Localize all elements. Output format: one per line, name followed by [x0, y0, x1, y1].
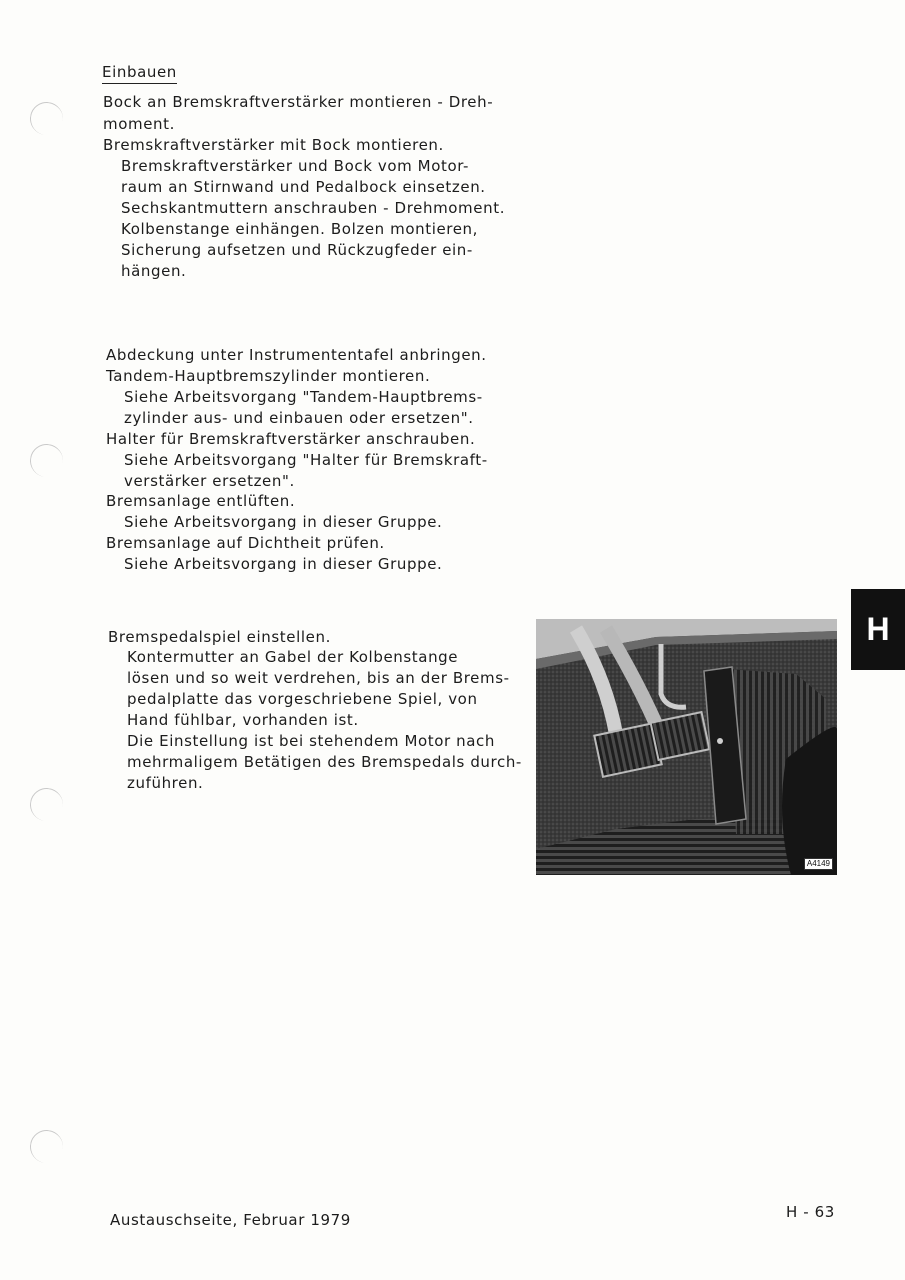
punch-hole-mark — [28, 786, 65, 823]
text-line: Halter für Bremskraftverstärker anschrauben. — [106, 430, 476, 448]
text-line: Siehe Arbeitsvorgang "Halter für Bremskraft- — [124, 451, 488, 469]
text-line: Abdeckung unter Instrumententafel anbringen. — [106, 346, 487, 364]
text-line: Bremsanlage entlüften. — [106, 492, 296, 510]
text-line: Bremskraftverstärker und Bock vom Motor- — [121, 157, 470, 175]
text-line: Die Einstellung ist bei stehendem Motor nach — [127, 732, 496, 750]
section-heading-einbauen: Einbauen — [102, 62, 177, 84]
section-tab: H — [851, 589, 905, 670]
text-line: Bock an Bremskraftverstärker montieren - Dreh- — [103, 93, 494, 111]
text-line: Siehe Arbeitsvorgang "Tandem-Hauptbrems- — [124, 388, 483, 406]
punch-hole-mark — [28, 1128, 65, 1165]
text-line: mehrmaligem Betätigen des Bremspedals durch- — [127, 753, 522, 771]
punch-hole-mark — [28, 442, 65, 479]
text-line: Hand fühlbar, vorhanden ist. — [127, 711, 359, 729]
text-line: hängen. — [121, 262, 187, 280]
photo-reference-code: A4149 — [804, 858, 833, 870]
text-line: Siehe Arbeitsvorgang in dieser Gruppe. — [124, 555, 443, 573]
text-line: Bremsanlage auf Dichtheit prüfen. — [106, 534, 385, 552]
text-line: raum an Stirnwand und Pedalbock einsetzen. — [121, 178, 486, 196]
text-line: Siehe Arbeitsvorgang in dieser Gruppe. — [124, 513, 443, 531]
text-line: Sechskantmuttern anschrauben - Drehmoment. — [121, 199, 506, 217]
text-line: Kolbenstange einhängen. Bolzen montieren, — [121, 220, 479, 238]
text-line: verstärker ersetzen". — [124, 472, 295, 490]
text-line: Bremspedalspiel einstellen. — [108, 628, 331, 646]
punch-hole-mark — [28, 100, 65, 137]
text-line: lösen und so weit verdrehen, bis an der Brems- — [127, 669, 510, 687]
text-line: Tandem-Hauptbremszylinder montieren. — [106, 367, 431, 385]
text-line: Sicherung aufsetzen und Rückzugfeder ein- — [121, 241, 473, 259]
text-line: zuführen. — [127, 774, 204, 792]
text-line: pedalplatte das vorgeschriebene Spiel, von — [127, 690, 478, 708]
text-line: Kontermutter an Gabel der Kolbenstange — [127, 648, 459, 666]
text-line: zylinder aus- und einbauen oder ersetzen". — [124, 409, 474, 427]
text-line: moment. — [103, 115, 175, 133]
footer-revision-note: Austauschseite, Februar 1979 — [110, 1211, 351, 1229]
pedal-photo — [536, 619, 837, 875]
text-line: Bremskraftverstärker mit Bock montieren. — [103, 136, 444, 154]
page-number: H - 63 — [786, 1203, 835, 1221]
